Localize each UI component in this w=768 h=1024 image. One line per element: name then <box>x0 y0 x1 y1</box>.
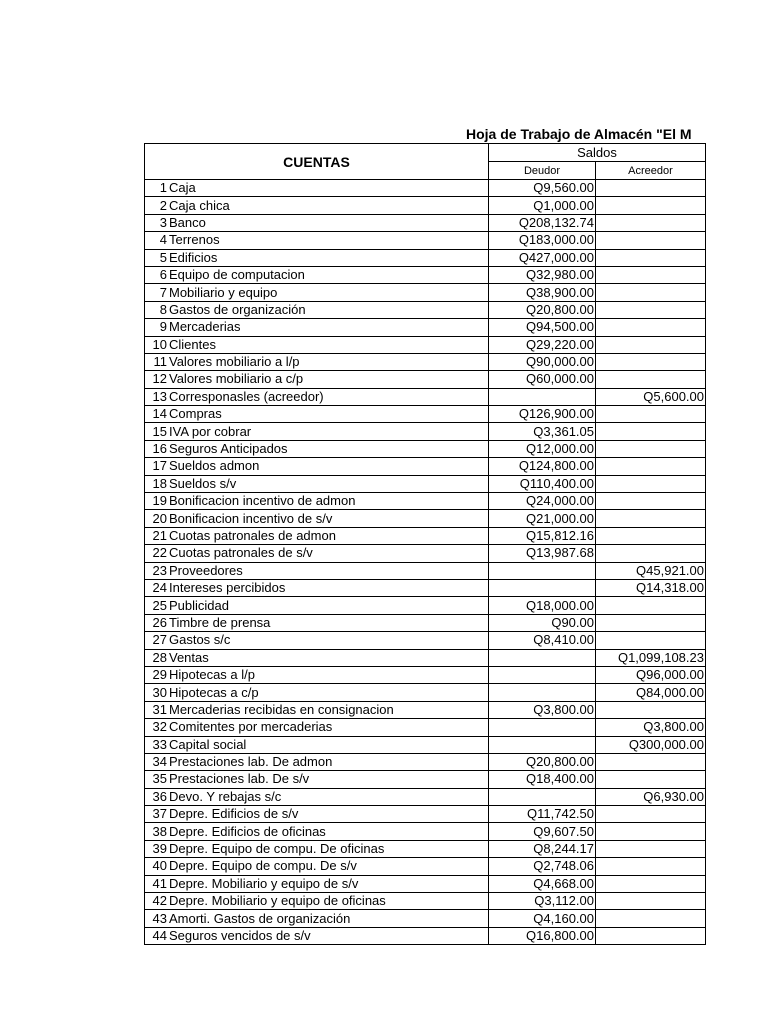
sheet-title: Hoja de Trabajo de Almacén "El M <box>466 126 692 142</box>
row-number-cell[interactable]: 31 <box>145 701 169 718</box>
account-name-cell[interactable]: Publicidad <box>168 597 489 614</box>
account-name-cell[interactable]: Caja chica <box>168 197 489 214</box>
debit-cell[interactable] <box>489 719 596 736</box>
debit-cell[interactable]: Q18,000.00 <box>489 597 596 614</box>
credit-cell[interactable]: Q96,000.00 <box>596 666 706 683</box>
account-name-cell[interactable]: Depre. Edificios de oficinas <box>168 823 489 840</box>
row-number-cell[interactable]: 4 <box>145 232 169 249</box>
debit-cell[interactable]: Q20,800.00 <box>489 753 596 770</box>
debit-cell[interactable]: Q124,800.00 <box>489 458 596 475</box>
account-name-cell[interactable]: Terrenos <box>168 232 489 249</box>
row-number-cell[interactable]: 9 <box>145 319 169 336</box>
account-name-cell[interactable]: Mercaderias <box>168 319 489 336</box>
debit-cell[interactable] <box>489 684 596 701</box>
row-number-cell[interactable]: 23 <box>145 562 169 579</box>
credit-cell[interactable] <box>596 249 706 266</box>
credit-cell[interactable]: Q14,318.00 <box>596 579 706 596</box>
debit-cell[interactable]: Q15,812.16 <box>489 527 596 544</box>
credit-cell[interactable] <box>596 632 706 649</box>
row-number-cell[interactable]: 35 <box>145 771 169 788</box>
row-number-cell[interactable]: 17 <box>145 458 169 475</box>
credit-cell[interactable] <box>596 493 706 510</box>
table-row <box>145 579 706 596</box>
credit-cell[interactable] <box>596 319 706 336</box>
debit-cell[interactable]: Q3,800.00 <box>489 701 596 718</box>
credit-cell[interactable] <box>596 336 706 353</box>
debit-cell[interactable] <box>489 666 596 683</box>
credit-cell[interactable] <box>596 284 706 301</box>
table-row <box>145 875 706 892</box>
table-row <box>145 684 706 701</box>
row-number-cell[interactable]: 15 <box>145 423 169 440</box>
debit-cell[interactable]: Q13,987.68 <box>489 545 596 562</box>
credit-cell[interactable] <box>596 423 706 440</box>
debit-cell[interactable]: Q20,800.00 <box>489 301 596 318</box>
account-name-cell[interactable]: Cuotas patronales de admon <box>168 527 489 544</box>
debit-cell[interactable]: Q11,742.50 <box>489 806 596 823</box>
header-acreedor[interactable]: Acreedor <box>596 162 706 180</box>
row-number-cell[interactable]: 28 <box>145 649 169 666</box>
account-name-cell[interactable]: Depre. Mobiliario y equipo de oficinas <box>168 893 489 910</box>
account-name-cell[interactable]: Mercaderias recibidas en consignacion <box>168 701 489 718</box>
debit-cell[interactable]: Q21,000.00 <box>489 510 596 527</box>
credit-cell[interactable]: Q84,000.00 <box>596 684 706 701</box>
table-row <box>145 545 706 562</box>
credit-cell[interactable] <box>596 893 706 910</box>
credit-cell[interactable] <box>596 475 706 492</box>
row-number-cell[interactable]: 25 <box>145 597 169 614</box>
row-number-cell[interactable]: 16 <box>145 440 169 457</box>
table-row <box>145 806 706 823</box>
debit-cell[interactable]: Q427,000.00 <box>489 249 596 266</box>
header-cuentas[interactable]: CUENTAS <box>145 144 489 180</box>
credit-cell[interactable] <box>596 527 706 544</box>
row-number-cell[interactable]: 14 <box>145 406 169 423</box>
account-name-cell[interactable]: Gastos de organización <box>168 301 489 318</box>
debit-cell[interactable]: Q183,000.00 <box>489 232 596 249</box>
table-row <box>145 788 706 805</box>
header-deudor[interactable]: Deudor <box>489 162 596 180</box>
row-number-cell[interactable]: 36 <box>145 788 169 805</box>
account-name-cell[interactable]: Hipotecas a l/p <box>168 666 489 683</box>
debit-cell[interactable]: Q8,410.00 <box>489 632 596 649</box>
debit-cell[interactable]: Q8,244.17 <box>489 840 596 857</box>
debit-cell[interactable]: Q90,000.00 <box>489 353 596 370</box>
credit-cell[interactable] <box>596 458 706 475</box>
credit-cell[interactable] <box>596 840 706 857</box>
table-row <box>145 458 706 475</box>
debit-cell[interactable]: Q24,000.00 <box>489 493 596 510</box>
row-number-cell[interactable]: 22 <box>145 545 169 562</box>
table-row <box>145 284 706 301</box>
debit-cell[interactable]: Q90.00 <box>489 614 596 631</box>
account-name-cell[interactable]: Capital social <box>168 736 489 753</box>
row-number-cell[interactable]: 43 <box>145 910 169 927</box>
account-name-cell[interactable]: Seguros vencidos de s/v <box>168 927 489 944</box>
table-row <box>145 753 706 770</box>
table-row <box>145 927 706 944</box>
account-name-cell[interactable]: Sueldos admon <box>168 458 489 475</box>
table-row <box>145 353 706 370</box>
table-row <box>145 319 706 336</box>
row-number-cell[interactable]: 1 <box>145 180 169 197</box>
table-row <box>145 180 706 197</box>
credit-cell[interactable]: Q1,099,108.23 <box>596 649 706 666</box>
credit-cell[interactable] <box>596 771 706 788</box>
account-name-cell[interactable]: Caja <box>168 180 489 197</box>
account-name-cell[interactable]: Sueldos s/v <box>168 475 489 492</box>
credit-cell[interactable] <box>596 510 706 527</box>
account-name-cell[interactable]: IVA por cobrar <box>168 423 489 440</box>
credit-cell[interactable] <box>596 910 706 927</box>
debit-cell[interactable]: Q29,220.00 <box>489 336 596 353</box>
debit-cell[interactable]: Q208,132.74 <box>489 214 596 231</box>
row-number-cell[interactable]: 18 <box>145 475 169 492</box>
credit-cell[interactable] <box>596 545 706 562</box>
row-number-cell[interactable]: 30 <box>145 684 169 701</box>
debit-cell[interactable] <box>489 579 596 596</box>
table-row <box>145 562 706 579</box>
table-row <box>145 249 706 266</box>
row-number-cell[interactable]: 6 <box>145 266 169 283</box>
account-name-cell[interactable]: Timbre de prensa <box>168 614 489 631</box>
account-name-cell[interactable]: Hipotecas a c/p <box>168 684 489 701</box>
table-row <box>145 632 706 649</box>
debit-cell[interactable]: Q9,607.50 <box>489 823 596 840</box>
credit-cell[interactable] <box>596 823 706 840</box>
table-row <box>145 771 706 788</box>
debit-cell[interactable]: Q3,361.05 <box>489 423 596 440</box>
row-number-cell[interactable]: 10 <box>145 336 169 353</box>
row-number-cell[interactable]: 39 <box>145 840 169 857</box>
credit-cell[interactable] <box>596 927 706 944</box>
table-row <box>145 910 706 927</box>
row-number-cell[interactable]: 34 <box>145 753 169 770</box>
table-row <box>145 371 706 388</box>
credit-cell[interactable] <box>596 701 706 718</box>
debit-cell[interactable]: Q12,000.00 <box>489 440 596 457</box>
credit-cell[interactable] <box>596 406 706 423</box>
account-name-cell[interactable]: Ventas <box>168 649 489 666</box>
table-row <box>145 597 706 614</box>
table-row <box>145 197 706 214</box>
credit-cell[interactable] <box>596 875 706 892</box>
account-name-cell[interactable]: Depre. Equipo de compu. De s/v <box>168 858 489 875</box>
account-name-cell[interactable]: Compras <box>168 406 489 423</box>
row-number-cell[interactable]: 44 <box>145 927 169 944</box>
row-number-cell[interactable]: 41 <box>145 875 169 892</box>
table-row <box>145 893 706 910</box>
account-name-cell[interactable]: Intereses percibidos <box>168 579 489 596</box>
table-row <box>145 475 706 492</box>
account-name-cell[interactable]: Bonificacion incentivo de s/v <box>168 510 489 527</box>
debit-cell[interactable]: Q2,748.06 <box>489 858 596 875</box>
credit-cell[interactable] <box>596 266 706 283</box>
row-number-cell[interactable]: 20 <box>145 510 169 527</box>
debit-cell[interactable] <box>489 562 596 579</box>
credit-cell[interactable]: Q3,800.00 <box>596 719 706 736</box>
table-row <box>145 666 706 683</box>
debit-cell[interactable] <box>489 788 596 805</box>
table-row <box>145 701 706 718</box>
account-name-cell[interactable]: Valores mobiliario a c/p <box>168 371 489 388</box>
row-number-cell[interactable]: 3 <box>145 214 169 231</box>
account-name-cell[interactable]: Cuotas patronales de s/v <box>168 545 489 562</box>
debit-cell[interactable]: Q9,560.00 <box>489 180 596 197</box>
account-name-cell[interactable]: Prestaciones lab. De admon <box>168 753 489 770</box>
account-name-cell[interactable]: Mobiliario y equipo <box>168 284 489 301</box>
row-number-cell[interactable]: 29 <box>145 666 169 683</box>
row-number-cell[interactable]: 24 <box>145 579 169 596</box>
table-row <box>145 406 706 423</box>
credit-cell[interactable]: Q5,600.00 <box>596 388 706 405</box>
table-row <box>145 388 706 405</box>
table-row <box>145 858 706 875</box>
debit-cell[interactable]: Q4,160.00 <box>489 910 596 927</box>
credit-cell[interactable] <box>596 371 706 388</box>
credit-cell[interactable]: Q45,921.00 <box>596 562 706 579</box>
table-row <box>145 736 706 753</box>
debit-cell[interactable]: Q1,000.00 <box>489 197 596 214</box>
debit-cell[interactable]: Q4,668.00 <box>489 875 596 892</box>
debit-cell[interactable]: Q16,800.00 <box>489 927 596 944</box>
account-name-cell[interactable]: Gastos s/c <box>168 632 489 649</box>
table-row <box>145 493 706 510</box>
credit-cell[interactable] <box>596 180 706 197</box>
debit-cell[interactable]: Q126,900.00 <box>489 406 596 423</box>
table-row <box>145 266 706 283</box>
row-number-cell[interactable]: 38 <box>145 823 169 840</box>
table-row <box>145 336 706 353</box>
table-row <box>145 614 706 631</box>
debit-cell[interactable]: Q3,112.00 <box>489 893 596 910</box>
table-row <box>145 719 706 736</box>
account-name-cell[interactable]: Edificios <box>168 249 489 266</box>
header-saldos[interactable]: Saldos <box>489 144 706 162</box>
account-name-cell[interactable]: Comitentes por mercaderias <box>168 719 489 736</box>
debit-cell[interactable] <box>489 388 596 405</box>
account-name-cell[interactable]: Banco <box>168 214 489 231</box>
debit-cell[interactable]: Q18,400.00 <box>489 771 596 788</box>
credit-cell[interactable] <box>596 753 706 770</box>
row-number-cell[interactable]: 33 <box>145 736 169 753</box>
account-name-cell[interactable]: Valores mobiliario a l/p <box>168 353 489 370</box>
table-row <box>145 423 706 440</box>
account-name-cell[interactable]: Proveedores <box>168 562 489 579</box>
table-row <box>145 301 706 318</box>
debit-cell[interactable]: Q60,000.00 <box>489 371 596 388</box>
row-number-cell[interactable]: 42 <box>145 893 169 910</box>
debit-cell[interactable] <box>489 649 596 666</box>
row-number-cell[interactable]: 11 <box>145 353 169 370</box>
table-row <box>145 649 706 666</box>
row-number-cell[interactable]: 37 <box>145 806 169 823</box>
row-number-cell[interactable]: 26 <box>145 614 169 631</box>
credit-cell[interactable] <box>596 806 706 823</box>
account-name-cell[interactable]: Corresponasles (acreedor) <box>168 388 489 405</box>
credit-cell[interactable] <box>596 301 706 318</box>
row-number-cell[interactable]: 13 <box>145 388 169 405</box>
credit-cell[interactable] <box>596 232 706 249</box>
table-row <box>145 510 706 527</box>
account-name-cell[interactable]: Prestaciones lab. De s/v <box>168 771 489 788</box>
row-number-cell[interactable]: 27 <box>145 632 169 649</box>
worksheet-body <box>145 144 706 945</box>
debit-cell[interactable]: Q94,500.00 <box>489 319 596 336</box>
row-number-cell[interactable]: 32 <box>145 719 169 736</box>
account-name-cell[interactable]: Equipo de computacion <box>168 266 489 283</box>
credit-cell[interactable]: Q300,000.00 <box>596 736 706 753</box>
row-number-cell[interactable]: 2 <box>145 197 169 214</box>
debit-cell[interactable]: Q32,980.00 <box>489 266 596 283</box>
account-name-cell[interactable]: Amorti. Gastos de organización <box>168 910 489 927</box>
credit-cell[interactable] <box>596 353 706 370</box>
credit-cell[interactable] <box>596 614 706 631</box>
row-number-cell[interactable]: 7 <box>145 284 169 301</box>
credit-cell[interactable] <box>596 214 706 231</box>
worksheet-table <box>144 143 706 945</box>
account-name-cell[interactable]: Seguros Anticipados <box>168 440 489 457</box>
row-number-cell[interactable]: 12 <box>145 371 169 388</box>
credit-cell[interactable] <box>596 597 706 614</box>
row-number-cell[interactable]: 21 <box>145 527 169 544</box>
debit-cell[interactable]: Q38,900.00 <box>489 284 596 301</box>
account-name-cell[interactable]: Depre. Edificios de s/v <box>168 806 489 823</box>
row-number-cell[interactable]: 40 <box>145 858 169 875</box>
credit-cell[interactable]: Q6,930.00 <box>596 788 706 805</box>
debit-cell[interactable]: Q110,400.00 <box>489 475 596 492</box>
row-number-cell[interactable]: 19 <box>145 493 169 510</box>
table-row <box>145 440 706 457</box>
account-name-cell[interactable]: Depre. Equipo de compu. De oficinas <box>168 840 489 857</box>
table-row <box>145 840 706 857</box>
row-number-cell[interactable]: 5 <box>145 249 169 266</box>
table-row <box>145 232 706 249</box>
debit-cell[interactable] <box>489 736 596 753</box>
table-row <box>145 823 706 840</box>
account-name-cell[interactable]: Devo. Y rebajas s/c <box>168 788 489 805</box>
table-row <box>145 527 706 544</box>
account-name-cell[interactable]: Clientes <box>168 336 489 353</box>
account-name-cell[interactable]: Depre. Mobiliario y equipo de s/v <box>168 875 489 892</box>
credit-cell[interactable] <box>596 197 706 214</box>
account-name-cell[interactable]: Bonificacion incentivo de admon <box>168 493 489 510</box>
credit-cell[interactable] <box>596 440 706 457</box>
header-row <box>145 144 706 162</box>
table-row <box>145 214 706 231</box>
row-number-cell[interactable]: 8 <box>145 301 169 318</box>
credit-cell[interactable] <box>596 858 706 875</box>
